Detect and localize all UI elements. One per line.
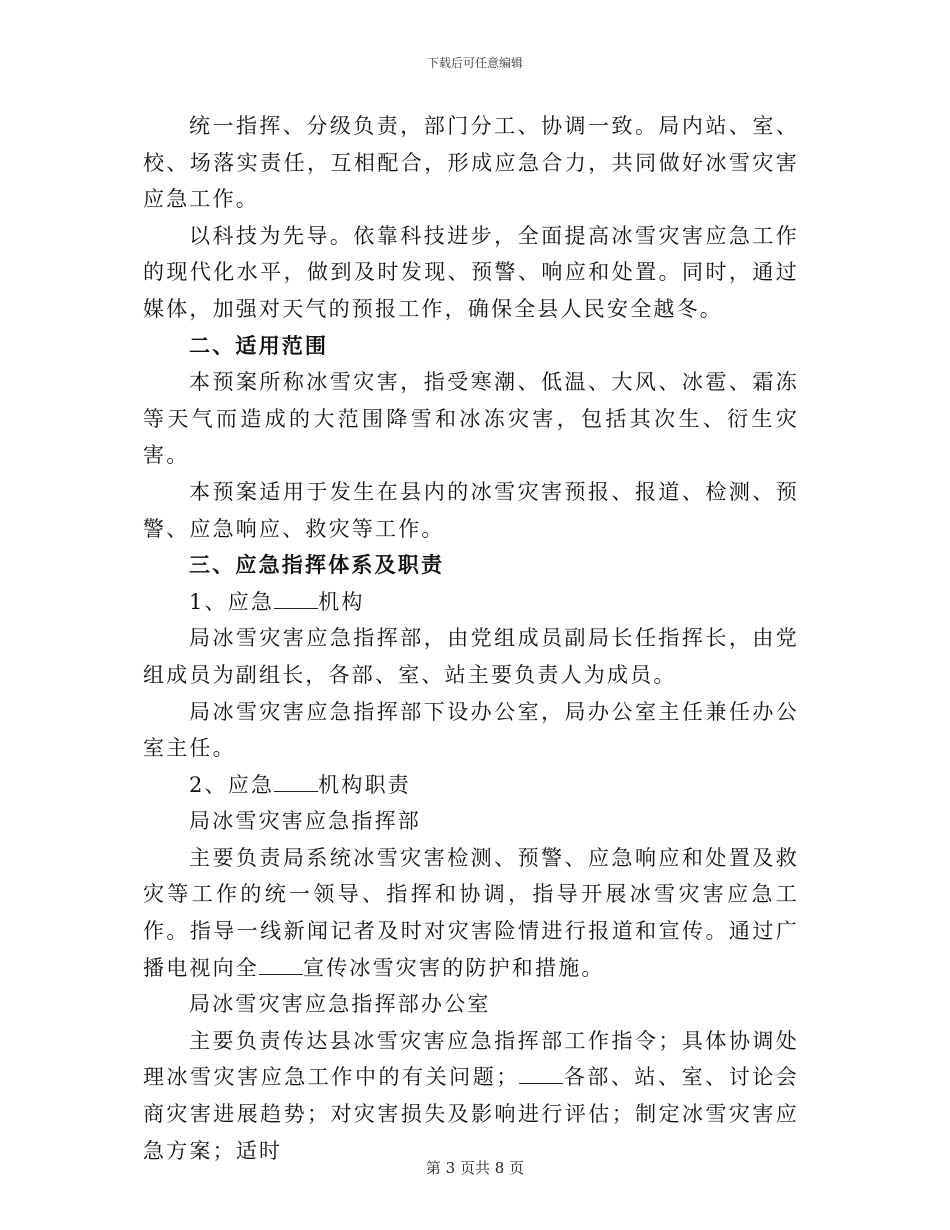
subheading-emergency-organization: [143, 584, 799, 621]
paragraph-text-start: 主要负责局系统冰雪灾害检测、预警、应急响应和处置及救灾等工作的统一领导、指挥和协调，指导开展冰雪灾害应急工作。指导一线新闻记者及时对灾害险情进行报道和宣传。通过广播电视向全: [143, 845, 799, 980]
paragraph-text-end: 各部、站、室、讨论会商灾害进展趋势；对灾害损失及影响进行评估；制定冰雪灾害应急方案；适时: [143, 1065, 800, 1163]
subheading-text-end: 机构职责: [318, 772, 411, 797]
section-heading-command-system: 三、应急指挥体系及职责: [189, 553, 445, 578]
section-heading-scope: 二、适用范围: [189, 333, 329, 358]
page-number-footer: 第 3 页共 8 页: [425, 1159, 525, 1177]
paragraph-office-duties: [143, 1023, 799, 1169]
paragraph-command-office: 局冰雪灾害应急指挥部下设办公室，局办公室主任兼任办公室主任。: [143, 699, 799, 761]
paragraph-command-composition: 局冰雪灾害应急指挥部，由党组成员副局长任指挥长，由党组成员为副组长，各部、室、站主要负责人为成员。: [143, 626, 799, 687]
paragraph-text-end: 宣传冰雪灾害的防护和措施。: [303, 955, 605, 980]
header-note: 下载后可任意编辑: [426, 56, 523, 70]
paragraph-scope-definition: 本预案所称冰雪灾害，指受寒潮、低温、大风、冰雹、霜冻等天气而造成的大范围降雪和冰冻灾害，包括其次生、衍生灾害。: [143, 370, 799, 468]
paragraph-text-start: 主要负责传达县冰雪灾害应急指挥部工作指令；具体协调处理冰雪灾害应急工作中的有关问题；: [143, 1028, 799, 1090]
subheading-text-start: 1、应急: [189, 589, 275, 614]
fill-in-blank: [519, 1063, 563, 1084]
paragraph-principle-technology: 以科技为先导。依靠科技进步，全面提高冰雪灾害应急工作的现代化水平，做到及时发现、预警、响应和处置。同时，通过媒体，加强对天气的预报工作，确保全县人民安全越冬。: [143, 223, 799, 321]
subheading-text-end: 机构: [318, 589, 365, 614]
fill-in-blank: [259, 954, 303, 975]
paragraph-headquarters-duties: [143, 840, 799, 986]
fill-in-blank: [274, 771, 318, 792]
subheading-organization-duties: [143, 767, 799, 804]
fill-in-blank: [274, 588, 318, 609]
paragraph-principle-unified-command: 统一指挥、分级负责，部门分工、协调一致。局内站、室、校、场落实责任，互相配合，形成应急合力，共同做好冰雪灾害应急工作。: [143, 114, 799, 212]
document-body: [143, 108, 799, 1169]
label-command-office: 局冰雪灾害应急指挥部办公室: [189, 992, 491, 1017]
label-command-headquarters: 局冰雪灾害应急指挥部: [189, 809, 421, 834]
paragraph-scope-application: 本预案适用于发生在县内的冰雪灾害预报、报道、检测、预警、应急响应、救灾等工作。: [143, 479, 799, 541]
subheading-text-start: 2、应急: [189, 772, 275, 797]
